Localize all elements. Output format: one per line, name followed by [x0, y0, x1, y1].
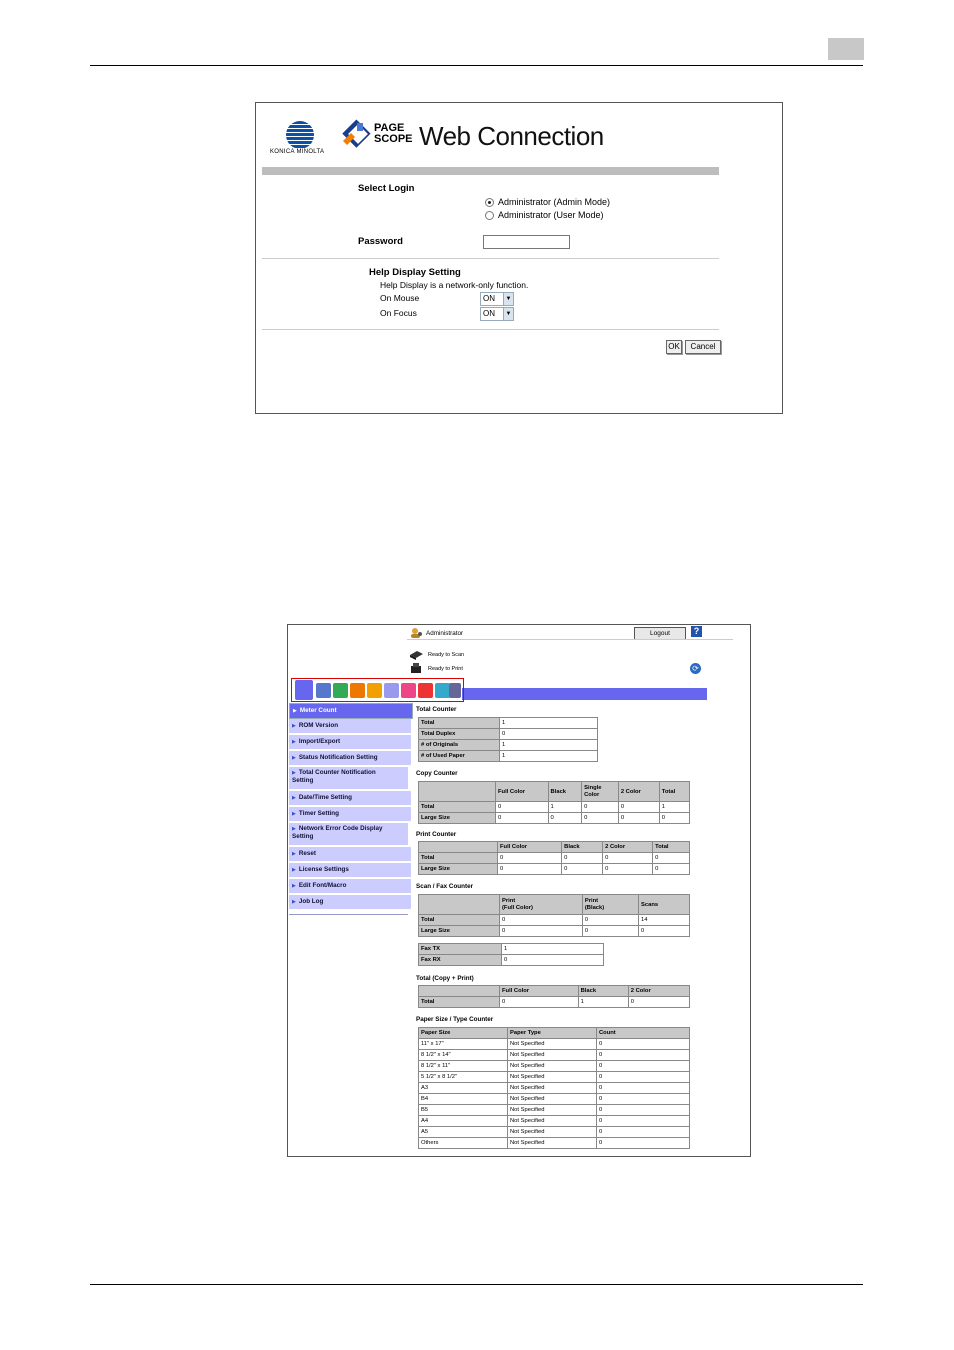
- box-tab-icon[interactable]: [384, 683, 399, 698]
- security-tab-icon[interactable]: [333, 683, 348, 698]
- radio-admin-mode[interactable]: [485, 197, 610, 207]
- paper-counter-table: [418, 1027, 690, 1149]
- on-focus-value: ON: [483, 309, 495, 318]
- table-row: Large Size 0 0 0 0: [419, 864, 690, 875]
- pagescope-text: PAGE SCOPE: [374, 122, 413, 145]
- pagescope-logo-icon: [341, 119, 373, 151]
- login-screenshot: [255, 102, 783, 414]
- table-row: # of Used Paper 1: [419, 751, 598, 762]
- on-focus-select[interactable]: [480, 307, 514, 321]
- table-row: Full Color Black 2 Color Total: [419, 842, 690, 853]
- table-row: 8 1/2" x 11" Not Specified 0: [419, 1061, 690, 1072]
- scan-fax-counter-table: [418, 894, 690, 937]
- table-row: Paper Size Paper Type Count: [419, 1028, 690, 1039]
- sidebar-divider: [289, 914, 408, 915]
- maintenance-tab-icon[interactable]: [295, 680, 313, 700]
- separator: [262, 258, 719, 259]
- copy-counter-title: Copy Counter: [416, 770, 458, 777]
- brand-text: KONICA MINOLTA: [270, 149, 325, 155]
- on-mouse-label: On Mouse: [380, 293, 420, 303]
- help-display-note: Help Display is a network-only function.: [380, 280, 529, 290]
- menu-item-edit-font-macro[interactable]: ▶ Edit Font/Macro: [289, 879, 411, 893]
- password-input[interactable]: [483, 235, 570, 249]
- table-row: Full Color Black 2 Color: [419, 986, 690, 997]
- table-row: Fax RX 0: [419, 955, 604, 966]
- radio-admin-mode-icon[interactable]: [485, 198, 494, 207]
- network-fax-tab-icon[interactable]: [449, 683, 461, 698]
- radio-user-mode-label: Administrator (User Mode): [498, 210, 604, 220]
- user-name: Administrator: [426, 630, 464, 637]
- print-status: Ready to Print: [428, 666, 463, 672]
- password-label: Password: [358, 236, 403, 247]
- table-row: B4 Not Specified 0: [419, 1094, 690, 1105]
- cancel-button[interactable]: Cancel: [685, 340, 721, 354]
- chevron-down-icon[interactable]: ▼: [503, 293, 513, 305]
- fax-setting-tab-icon[interactable]: [435, 683, 450, 698]
- refresh-icon[interactable]: ⟳: [690, 663, 701, 674]
- system-tab-icon[interactable]: [316, 683, 331, 698]
- copy-counter-table: [418, 781, 690, 824]
- table-row: Total 1: [419, 718, 598, 729]
- separator: [262, 329, 719, 330]
- menu-item-license-settings[interactable]: ▶ License Settings: [289, 863, 411, 877]
- on-mouse-select[interactable]: [480, 292, 514, 306]
- tab-icon-bar: [291, 678, 464, 702]
- table-row: Large Size 0 0 0 0 0: [419, 813, 690, 824]
- radio-admin-mode-label: Administrator (Admin Mode): [498, 197, 611, 207]
- radio-user-mode[interactable]: [485, 210, 604, 220]
- scanner-icon: [409, 649, 424, 660]
- print-counter-title: Print Counter: [416, 831, 457, 838]
- total-copy-print-title: Total (Copy + Print): [416, 975, 474, 982]
- user-auth-tab-icon[interactable]: [350, 683, 365, 698]
- admin-screenshot: [287, 624, 751, 1157]
- scan-fax-counter-title: Scan / Fax Counter: [416, 883, 474, 890]
- table-row: Total 0 1 0 0 1: [419, 802, 690, 813]
- on-focus-label: On Focus: [380, 308, 417, 318]
- total-counter-title: Total Counter: [416, 706, 457, 713]
- table-row: 5 1/2" x 8 1/2" Not Specified 0: [419, 1072, 690, 1083]
- menu-item-meter-count[interactable]: ▶ Meter Count: [289, 703, 413, 719]
- konica-minolta-globe-icon: [286, 121, 314, 149]
- total-counter-table: [418, 717, 598, 762]
- header-rule: [90, 65, 863, 66]
- menu-item-job-log[interactable]: ▶ Job Log: [289, 895, 411, 909]
- administrator-icon: [409, 627, 424, 638]
- print-setting-tab-icon[interactable]: [401, 683, 416, 698]
- scan-status: Ready to Scan: [428, 652, 465, 658]
- title-bar: [462, 688, 707, 700]
- logout-button[interactable]: Logout: [634, 627, 686, 640]
- table-row: Print (Full Color) Print (Black) Scans: [419, 895, 690, 915]
- table-row: # of Originals 1: [419, 740, 598, 751]
- menu-item-rom-version[interactable]: ▶ ROM Version: [289, 719, 411, 733]
- menu-item-network-error-code[interactable]: ▶ Network Error Code Display Setting: [289, 823, 408, 845]
- footer-rule: [90, 1284, 863, 1285]
- table-row: A3 Not Specified 0: [419, 1083, 690, 1094]
- fax-counter-table: [418, 943, 604, 966]
- menu-item-date-time[interactable]: ▶ Date/Time Setting: [289, 791, 411, 805]
- on-mouse-value: ON: [483, 294, 495, 303]
- menu-item-status-notification[interactable]: ▶ Status Notification Setting: [289, 751, 411, 765]
- store-address-tab-icon[interactable]: [418, 683, 433, 698]
- menu-item-reset[interactable]: ▶ Reset: [289, 847, 411, 861]
- radio-user-mode-icon[interactable]: [485, 211, 494, 220]
- page-number-box: [828, 38, 864, 60]
- table-row: Fax TX 1: [419, 944, 604, 955]
- table-row: 11" x 17" Not Specified 0: [419, 1039, 690, 1050]
- menu-item-import-export[interactable]: ▶ Import/Export: [289, 735, 411, 749]
- header-bar: [262, 167, 719, 175]
- network-tab-icon[interactable]: [367, 683, 382, 698]
- table-row: A4 Not Specified 0: [419, 1116, 690, 1127]
- printer-icon: [409, 663, 424, 674]
- table-row: A5 Not Specified 0: [419, 1127, 690, 1138]
- table-row: Total Duplex 0: [419, 729, 598, 740]
- table-row: 8 1/2" x 14" Not Specified 0: [419, 1050, 690, 1061]
- menu-item-total-counter-notification[interactable]: ▶ Total Counter Notification Setting: [289, 767, 408, 789]
- paper-counter-title: Paper Size / Type Counter: [416, 1016, 494, 1023]
- help-icon[interactable]: ?: [691, 626, 702, 637]
- help-display-title: Help Display Setting: [369, 267, 461, 278]
- table-row: B5 Not Specified 0: [419, 1105, 690, 1116]
- table-row: Full Color Black Single Color 2 Color Total: [419, 782, 690, 802]
- header-divider: [407, 639, 733, 640]
- select-login-label: Select Login: [358, 183, 415, 194]
- table-row: Total 0 0 14: [419, 915, 690, 926]
- product-title: Web Connection: [419, 121, 604, 151]
- chevron-down-icon[interactable]: ▼: [503, 308, 513, 320]
- table-row: Large Size 0 0 0: [419, 926, 690, 937]
- table-row: Total 0 1 0: [419, 997, 690, 1008]
- table-row: Others Not Specified 0: [419, 1138, 690, 1149]
- menu-item-timer-setting[interactable]: ▶ Timer Setting: [289, 807, 411, 821]
- table-row: Total 0 0 0 0: [419, 853, 690, 864]
- print-counter-table: [418, 841, 690, 875]
- total-copy-print-table: [418, 985, 690, 1008]
- ok-button[interactable]: OK: [666, 340, 682, 354]
